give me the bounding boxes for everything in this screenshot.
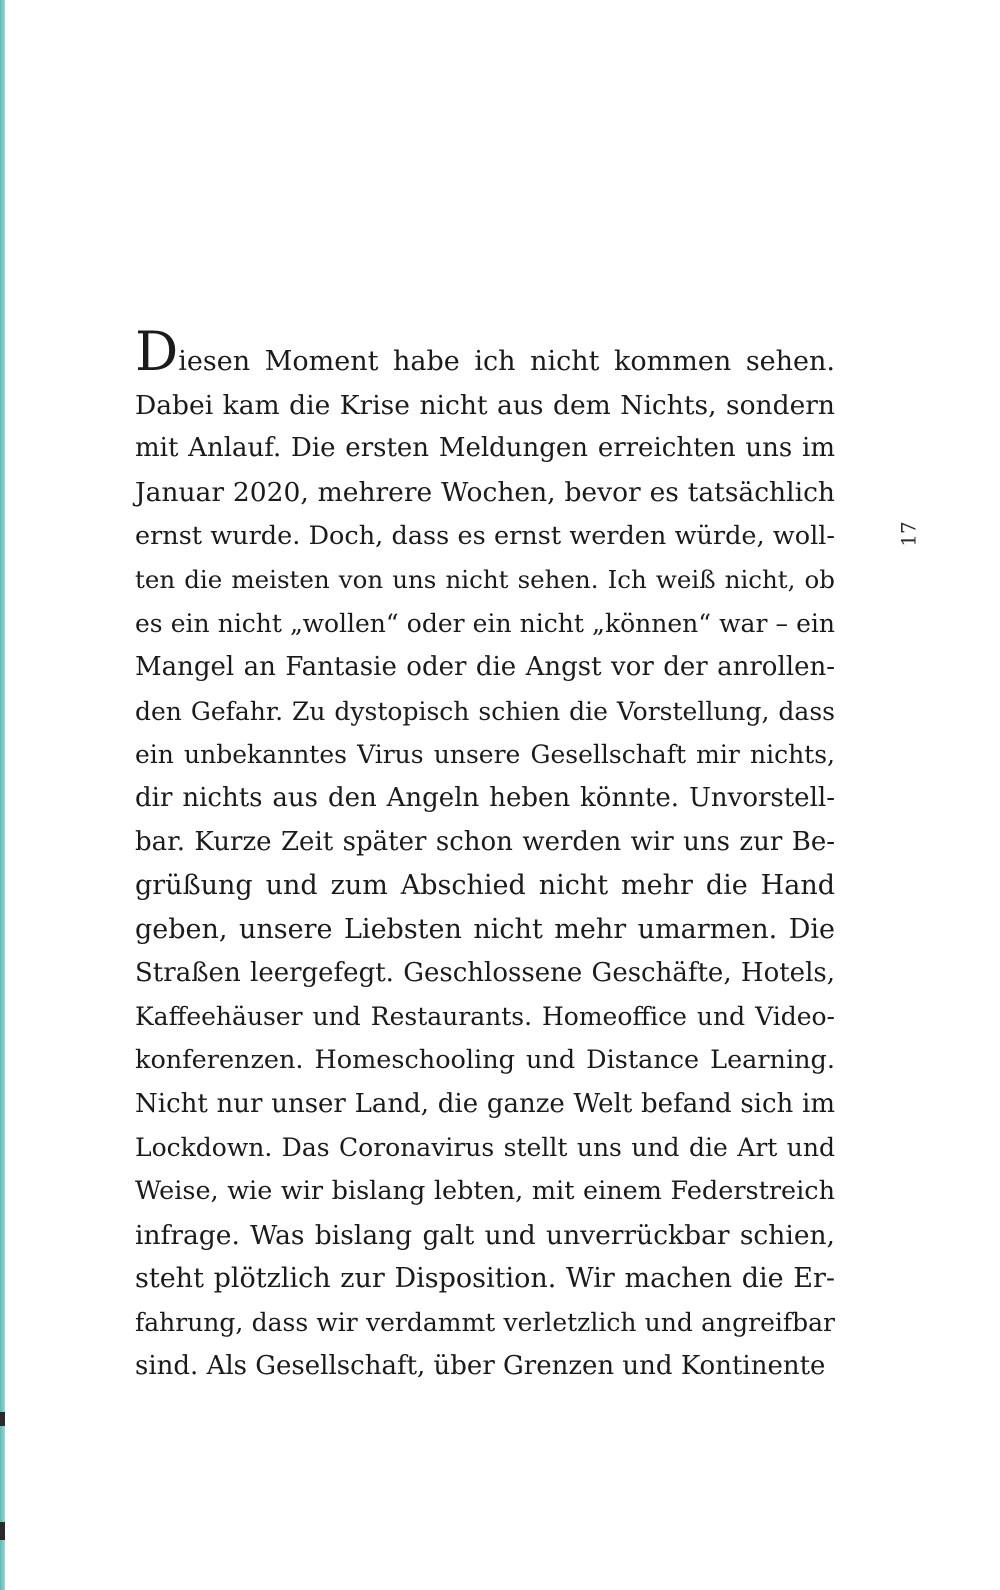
- text-line: grüßung und zum Abschied nicht mehr die Hand: [135, 870, 835, 902]
- text-line: mit Anlauf. Die ersten Meldungen erreichten uns im: [135, 433, 835, 464]
- body-paragraph: [135, 320, 835, 1389]
- text-line: dir nichts aus den Angeln heben könnte. Unvorstell-: [135, 782, 835, 813]
- page-edge: [0, 0, 5, 1590]
- text-line: es ein nicht „wollen“ oder ein nicht „können“ war – ein: [135, 609, 835, 639]
- text-line: konferenzen. Homeschooling und Distance Learning.: [135, 1045, 835, 1075]
- text-line: Kaffeehäuser und Restaurants. Homeoffice und Video-: [135, 1002, 835, 1032]
- first-line-text: iesen Moment habe ich nicht kommen sehen.: [178, 346, 835, 377]
- text-line: sind. Als Gesellschaft, über Grenzen und Kontinente: [135, 1350, 826, 1381]
- page-number-text: 17: [896, 521, 921, 547]
- text-line: Straßen leergefegt. Geschlossene Geschäfte, Hotels,: [135, 957, 835, 988]
- text-line: ernst wurde. Doch, dass es ernst werden würde, woll-: [135, 520, 835, 551]
- text-line: Januar 2020, mehrere Wochen, bevor es tatsächlich: [135, 477, 835, 509]
- text-line: Dabei kam die Krise nicht aus dem Nichts, sondern: [135, 389, 835, 421]
- text-line: den Gefahr. Zu dystopisch schien die Vorstellung, dass: [135, 696, 835, 726]
- text-line: geben, unsere Liebsten nicht mehr umarmen. Die: [135, 913, 835, 945]
- text-line: fahrung, dass wir verdammt verletzlich und angreifbar: [135, 1308, 835, 1338]
- drop-cap: D: [135, 320, 179, 383]
- text-line: ein unbekanntes Virus unsere Gesellschaft mir nichts,: [135, 740, 835, 770]
- text-line: Mangel an Fantasie oder die Angst vor der anrollen-: [135, 651, 835, 682]
- text-line: ten die meisten von uns nicht sehen. Ich weiß nicht, ob: [135, 565, 835, 595]
- text-line: infrage. Was bislang galt und unverrückbar schien,: [135, 1219, 835, 1251]
- text-line: Lockdown. Das Coronavirus stellt uns und die Art und: [135, 1133, 835, 1163]
- page-number: [894, 514, 924, 554]
- text-line: Weise, wie wir bislang lebten, mit einem Federstreich: [135, 1176, 835, 1207]
- page-edge-mark: [0, 1412, 5, 1426]
- text-line: Nicht nur unser Land, die ganze Welt befand sich im: [135, 1088, 835, 1119]
- text-line: bar. Kurze Zeit später schon werden wir uns zur Be-: [135, 826, 835, 857]
- text-line: steht plötzlich zur Disposition. Wir machen die Er-: [135, 1263, 835, 1295]
- text-line: [135, 320, 835, 384]
- page-edge-mark: [0, 1522, 5, 1540]
